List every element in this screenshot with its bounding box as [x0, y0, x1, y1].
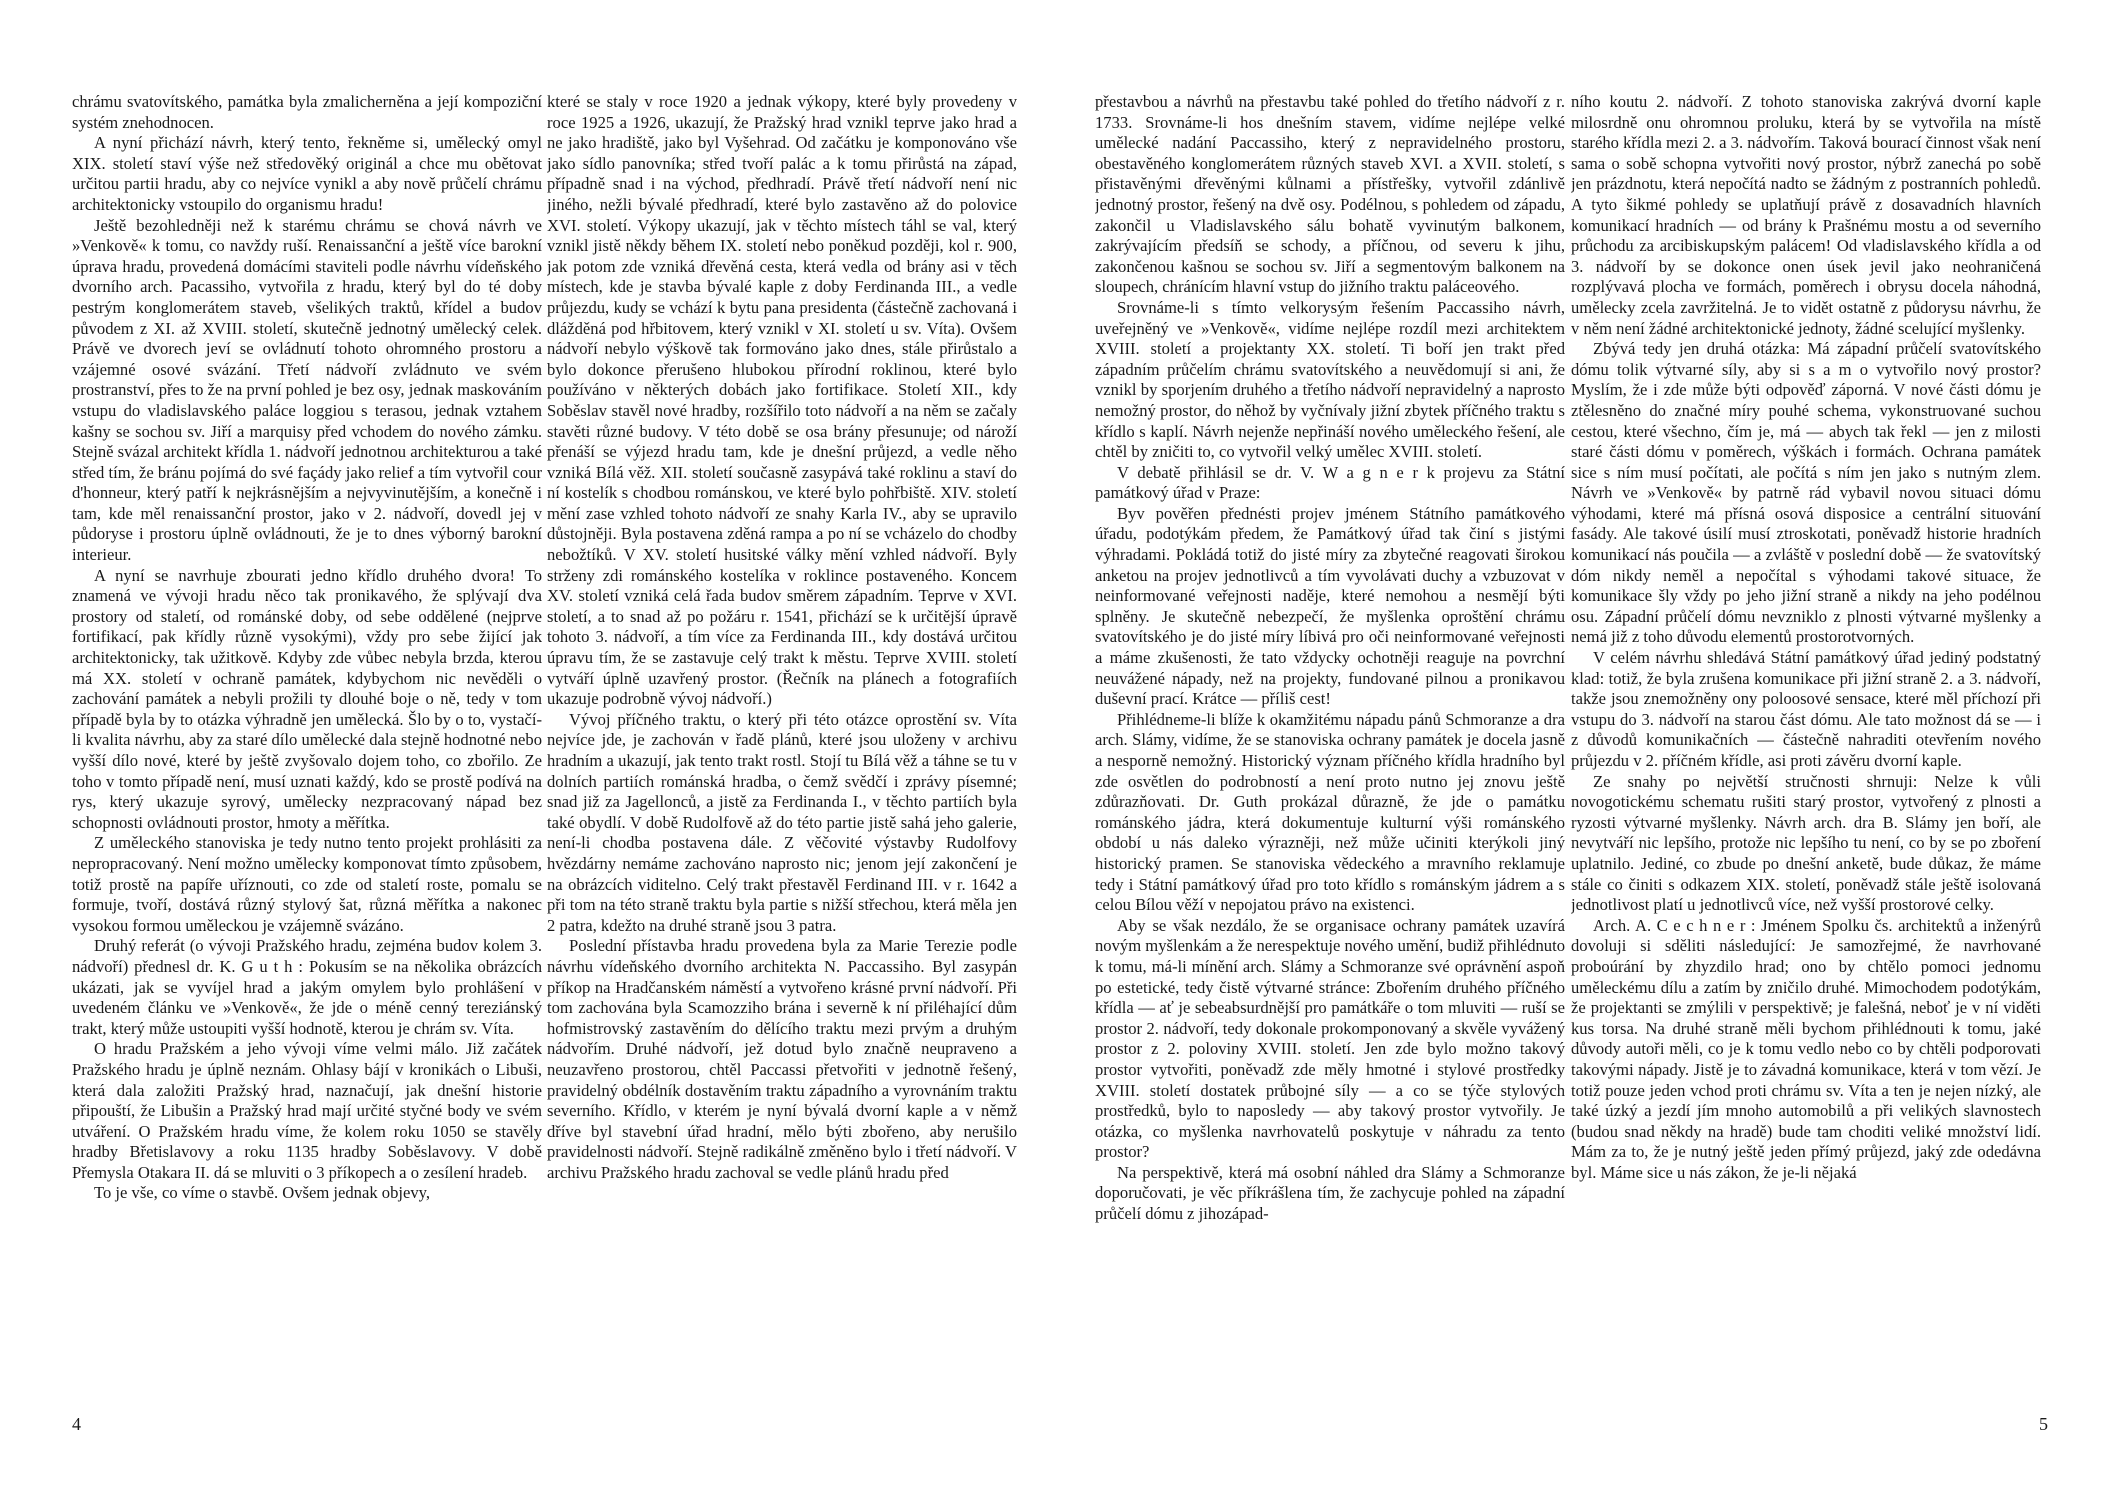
- paragraph: ního koutu 2. nádvoří. Z tohoto stanoviska zakrývá dvorní kaple milosrdně onu ohromnou proluku, která by se vytvořila na místě starého křídla mezi 2. a 3. nádvořím. Taková bourací činnost však není sama o sobě schopna vytvořiti nový prostor, nýbrž zanechá po sobě jen prázdnotu, která nepočítá nadto se žádným z postranních pohledů. A tyto šikmé pohledy se uplatňují právě z dosavadních hlavních komunikací hradních — od brány k Prašnému mostu a od severního průchodu za arcibiskupským palácem! Od vladislavského křídla a od 3. nádvoří by se dokonce onen úsek jevil jako neohraničená rozplývavá plocha ve formách, poměrech i obrysu docela náhodná, umělecky zcela zavržitelná. Je to vidět ostatně z půdorysu návrhu, že v něm není žádné architektonické jednoty, žádné scelující myšlenky.: [1571, 92, 2041, 338]
- paragraph: Na perspektivě, která má osobní náhled dra Slámy a Schmoranze doporučovati, je věc příkrášlena tím, že zachycuje pohled na západní průčelí dómu z jihozápad-: [1095, 1162, 1565, 1224]
- paragraph: Ze snahy po největší stručnosti shrnuji: Nelze k vůli novogotickému schematu rušiti starý prostor, vytvořený z plnosti a ryzosti výtvarné myšlenky. Návrh arch. dra B. Slámy jen boří, ale nevytváří nic lepšího, protože nic lepšího tu není, co by se po zboření uplatnilo. Jediné, co zbude po dnešní anketě, bude důkaz, že máme stále co činiti s odkazem XIX. století, poněvadž stále ještě isolovaná jednotlivost platí u jednotlivců více, než vyšší prostorové celky.: [1571, 771, 2041, 915]
- right-page-column-2: [1571, 92, 2041, 1370]
- paragraph: přestavbou a návrhů na přestavbu také pohled do třetího nádvoří z r. 1733. Srovnáme-li hos dnešním stavem, vidíme nejlépe velké umělecké nadání Paccassiho, který z nepravidelného prostoru, obestavěného konglomerátem různých staveb XVI. a XVII. století, s přistavěnými dřevěnými kůlnami a přístřešky, vytvořil zdánlivě jednotný prostor, řešený na dvě osy. Podélnou, s pohledem od západu, zakončil u Vladislavského sálu bohatě vyvinutým balkonem, zakrývajícím předsíň se schody, a příčnou, od severu k jihu, zakončenou kašnou se sochou sv. Jiří a segmentovým balkonem na sloupech, chránícím hlavní vstup do jižního traktu paláceového.: [1095, 92, 1565, 297]
- paragraph: O hradu Pražském a jeho vývoji víme velmi málo. Již začátek Pražského hradu je úplně neznám. Ohlasy bájí v kronikách o Libuši, která dala založiti Pražský hrad, naznačují, jak dnešní historie připouští, že Libušin a Pražský hrad mají určité styčné body ve svém utváření. O Pražském hradu víme, že kolem roku 1050 se stavěly hradby Břetislavovy a roku 1135 hradby Soběslavovy. V době Přemysla Otakara II. dá se mluviti o 3 příkopech a o zesílení hradeb.: [72, 1039, 542, 1182]
- paragraph: které se staly v roce 1920 a jednak výkopy, které byly provedeny v roce 1925 a 1926, ukazují, že Pražský hrad vznikl teprve jako hrad a ne jako hradiště, jako byl Vyšehrad. Od začátku je komponováno vše jako sídlo panovníka; střed tvoří palác a k tomu přirůstá na západ, případně snad i na východ, předhradí. Právě třetí nádvoří není nic jiného, nežli bývalé předhradí, které bylo zastavěno až do polovice XVI. století. Výkopy ukazují, jak v těchto místech táhl se val, který vznikl jistě někdy během IX. století nebo poněkud později, kol r. 900, jak potom zde vzniká dřevěná cesta, která vedla od brány asi v těch místech, kde je stavba bývalé kaple z doby Ferdinanda III., a vedle průjezdu, kudy se vchází k bytu pana presidenta (částečně zachovaná i dlážděná pod hřbitovem, který vznikl v XI. století u sv. Víta). Ovšem nádvoří nebylo výškově tak formováno jako dnes, stále přirůstalo a bylo dokonce přerušeno hlubokou přírodní roklinou, které bylo používáno v některých dobách jako fortifikace. Století XII., kdy Soběslav stavěl nové hradby, rozšířilo toto nádvoří a na něm se začaly stavěti různé budovy. V této době se osa brány přesunuje; od nároží přenáší se výjezd hradu tam, kde je dnešní průjezd, a vedle něho vzniká Bílá věž. XII. století současně zasypává také roklinu a staví do ní kostelík s chodbou románskou, ve které bylo pohřbiště. XIV. století mění zase vzhled tohoto nádvoří ze snahy Karla IV., aby se upravilo důstojněji. Byla postavena zděná rampa a po ní se vcházelo do chodby nebožtíků. V XV. století husitské války mění vzhled nádvoří. Byly strženy zdi románského kostelíka v roklince postaveného. Koncem XV. století vzniká celá řada budov směrem západním. Teprve v XVI. století, a to snad až po požáru r. 1541, přichází se k určitější úpravě tohoto 3. nádvoří, a tím více za Ferdinanda III., kdy dostává určitou úpravu tím, že se zastavuje celý trakt k městu. Teprve XVIII. století vytváří úplně uzavřený prostor. (Řečník na plánech a fotografiích ukazuje podrobně vývoj nádvoří.): [547, 92, 1017, 709]
- paragraph: Vývoj příčného traktu, o který při této otázce oprostění sv. Víta nejvíce jde, je zachován v řadě plánů, které jsou uloženy v archivu hradním a ukazují, jak tento trakt rostl. Stojí tu Bílá věž a táhne se tu v dolních partiích románská hradba, o čemž svědčí i zprávy písemné; snad již za Jagellonců, a jistě za Ferdinanda I., v těchto partiích byla také obydlí. V době Rudolfově až do této partie jistě sahá jeho galerie, není-li chodba postavena dále. Z věčovité výstavby Rudolfovy hvězdárny nemáme zachováno naprosto nic; jenom její zakončení je na obrázcích viditelno. Celý trakt přestavěl Ferdinand III. v r. 1642 a při tom na této straně traktu byla partie s nižší střechou, která měla jen 2 patra, kdežto na druhé straně jsou 3 patra.: [547, 709, 1017, 935]
- paragraph: Aby se však nezdálo, že se organisace ochrany památek uzavírá novým myšlenkám a že nerespektuje nového umění, budiž přihlédnuto k tomu, má-li mínění arch. Slámy a Schmoranze své oprávnění aspoň po estetické, tedy čistě výtvarné stránce: Zbořením druhého příčného křídla — ať je sebeabsurdnější pro památkáře o tom mluviti — ruší se prostor 2. nádvoří, tedy dokonale prokomponovaný a skvěle vyvážený prostor z 2. poloviny XVIII. století. Jen zde bylo možno takový prostor vytvořiti, poněvadž zde měly hmotné i stylové prostředky XVIII. století dostatek průbojné síly — a co se týče stylových prostředků, bylo to naposledy — aby takový prostor vytvořily. Je otázka, co myšlenka navrhovatelů poskytuje v náhradu za tento prostor?: [1095, 915, 1565, 1162]
- right-page: [1057, 0, 2114, 1500]
- paragraph: Přihlédneme-li blíže k okamžitému nápadu pánů Schmoranze a dra arch. Slámy, vidíme, že se stanoviska ochrany památek je docela jasně a nesporně nemožný. Historický význam příčného křídla hradního byl zde osvětlen do podrobností a není proto nutno jej znovu ještě zdůrazňovati. Dr. Guth prokázal důrazně, že jde o památku románského jádra, která dokumentuje kulturní výši románského období u nás daleko výrazněji, než může učiniti kterýkoli jiný historický pramen. Se stanoviska vědeckého a mravního reklamuje tedy i Státní památkový úřad pro toto křídlo s románským jádrem a s celou Bílou věží v nepojatou právo na existenci.: [1095, 709, 1565, 915]
- paragraph: Druhý referát (o vývoji Pražského hradu, zejména budov kolem 3. nádvoří) přednesl dr. K. G u t h : Pokusím se na několika obrázcích ukázati, jak se vyvíjel hrad a jakým omylem bylo prohlášení v uvedeném článku ve »Venkově«, že jde o méně cenný tereziánský trakt, který může ustoupiti vyšší hodnotě, kterou je chrám sv. Víta.: [72, 936, 542, 1038]
- paragraph: Zbývá tedy jen druhá otázka: Má západní průčelí svatovítského dómu tolik výtvarné síly, aby si s a m o vytvořilo nový prostor? Myslím, že i zde může býti odpověď záporná. V nové části dómu je ztělesněno do značné míry pouhé schema, vykonstruované suchou cestou, které všechno, čím je, má — abych tak řekl — jen z milosti staré části dómu v poměrech, výškách i formách. Ochrana památek sice s ním musí počítati, ale počítá s ním jen jako s nutným zlem. Návrh ve »Venkově« by patrně rád vybavil novou situaci dómu výhodami, které má přísná osová disposice a centrální situování fasády. Ale takové úsilí musí ztroskotati, poněvadž historie hradních komunikací nás poučila — a zvláště v poslední době — že svatovítský dóm nikdy neměl a nepočítal s výhodami takové situace, že komunikace šly vždy po jeho jižní straně a nikdy na jeho podélnou osu. Západní průčelí dómu nevzniklo z plnosti výtvarné myšlenky a nemá již z toho důvodu elementů prostorotvorných.: [1571, 339, 2041, 647]
- right-page-column-1: [1095, 92, 1565, 1370]
- paragraph: Ještě bezohledněji než k starému chrámu se chová návrh ve »Venkově« k tomu, co navždy ruší. Renaissanční a ještě více barokní úprava hradu, provedená domácími staviteli podle návrhu vídeňského dvorního arch. Pacassiho, vytvořila z hradu, který byl do té doby pestrým konglomerátem staveb, všelikých traktů, křídel a budov původem z XI. až XVIII. století, skutečně jednotný umělecký celek. Právě ve dvorech jeví se ovládnutí tohoto ohromného prostoru a vzájemné osové svázání. Třetí nádvoří zvládnuto ve svém prostranství, přes to že na první pohled je bez osy, jednak maskováním vstupu do vladislavského paláce loggiou s terasou, jednak vztahem kašny se sochou sv. Jiří a marquisy před vchodem do nového zámku. Stejně svázal architekt křídla 1. nádvoří jednotnou architekturou a také střed tím, že bránu pojímá do své façády jako relief a tím vytvořil cour d'honneur, který patří k nejkrásnějším a nejvyvinutějším, a konečně i tam, kde měl renaissanční prostor, jako v 2. nádvoří, dovedl jej v půdoryse i prostoru úplně ovládnouti, že je to dnes výborný barokní interieur.: [72, 215, 542, 565]
- paragraph: Byv pověřen přednésti projev jménem Státního památkového úřadu, podotýkám předem, že Památkový úřad tak činí s jistými výhradami. Pokládá totiž do jisté míry za zbytečné reagovati širokou anketou na projev jednotlivců a tím vyvolávati duchy a vzbuzovat v neinformované veřejnosti naděje, které nemohou a nesmějí býti splněny. Je skutečně nebezpečí, že myšlenka oproštění chrámu svatovítského je do jisté míry líbivá pro oči neinformované veřejnosti a máme zkušenosti, že tato vždycky ochotněji reaguje na povrchní neuvážené nápady, než na projekty, fundované pilnou a pronikavou duševní prací. Krátce — příliš cest!: [1095, 503, 1565, 709]
- page-number: 5: [2039, 1414, 2048, 1434]
- paragraph: Poslední přístavba hradu provedena byla za Marie Terezie podle návrhu vídeňského dvorního architekta N. Paccassiho. Byl zasypán příkop na Hradčanském náměstí a vytvořeno krásné první nádvoří. Při tom zachována byla Scamozziho brána i severně k ní přiléhající dům hofmistrovský zastavěním do dělícího traktu mezi prvým a druhým nádvořím. Druhé nádvoří, jež dotud bylo značně neupraveno a neuzavřeno prostorou, chtěl Paccassi přetvořiti v jednotně řešený, pravidelný obdélník dostavěním traktu západního a vyrovnáním traktu severního. Křídlo, v kterém je nyní bývalá dvorní kaple a v němž dříve byl stavební úřad hradní, mělo býti zbořeno, aby nerušilo pravidelnosti nádvoří. Stejně radikálně změněno bylo i třetí nádvoří. V archivu Pražského hradu zachoval se vedle plánů hradu před: [547, 936, 1017, 1182]
- paragraph: V debatě přihlásil se dr. V. W a g n e r k projevu za Státní památkový úřad v Praze:: [1095, 462, 1565, 503]
- paragraph: chrámu svatovítského, památka byla zmalicherněna a její kompoziční systém znehodnocen.: [72, 92, 542, 132]
- paragraph: A nyní přichází návrh, který tento, řekněme si, umělecký omyl XIX. století staví výše než středověký originál a chce mu obětovat určitou partii hradu, aby co nejvíce vynikl a aby nově průčelí chrámu architektonicky vstoupilo do organismu hradu!: [72, 133, 542, 214]
- paragraph: A nyní se navrhuje zbourati jedno křídlo druhého dvora! To znamená ve vývoji hradu něco tak pronikavého, že splývají dva prostory od staletí, od románské doby, od sebe oddělené (nejprve fortifikací, pak křídly různě vysokými), vždy pro sebe žijící jak architektonicky, tak užitkově. Kdyby zde vůbec nebyla brzda, kterou má XX. století v ochraně památek, kdybychom nic nevěděli o zachování památek a nebyli prožili ty dlouhé boje o ně, tedy v tom případě byla by to otázka výhradně jen umělecká. Šlo by o to, vystačí-li kvalita návrhu, aby za staré dílo umělecké dala stejně hodnotné nebo vyšší dílo nové, které by ještě zvyšovalo dojem toho, co zbořilo. Ze toho v tomto případě není, musí uznati každý, kdo se prostě podívá na rys, který ukazuje syrový, umělecky nezpracovaný nápad bez schopnosti ovládnouti prostor, hmoty a měřítka.: [72, 565, 542, 832]
- paragraph: Srovnáme-li s tímto velkorysým řešením Paccassiho návrh, uveřejněný ve »Venkově«, vidíme nejlépe rozdíl mezi architektem XVIII. století a projektanty XX. století. Ti boří jen trakt před západním průčelím chrámu svatovítského a neuvědomují si ani, že vznikl by sporjením druhého a třetího nádvoří nepravidelný a naprosto nemožný prostor, do něhož by vyčnívaly jižní zbytek příčného traktu s křídlo s kaplí. Návrh nejenže nepřináší nového uměleckého řešení, ale chtěl by zničiti to, co vytvořil velký umělec XVIII. století.: [1095, 297, 1565, 462]
- paragraph: Arch. A. C e c h n e r : Jménem Spolku čs. architektů a inženýrů dovoluji si sděliti následující: Je samozřejmé, že navrhované proboúrání by zhyzdilo hrad; ono by chtělo pomoci jednomu uměleckému dílu a zatím by zničilo druhé. Mimochodem podotýkám, že projektanti se zmýlili v perspektivě; je falešná, neboť je v ní viděti kus torsa. Na druhé straně měli bychom přihlédnouti k tomu, jaké důvody autoři měli, co je k tomu vedlo nebo co by chtěli podporovati takovými nápady. Jistě je to závadná komunikace, která v tom vězí. Je totiž pouze jeden vchod proti chrámu sv. Víta a ten je nejen nízký, ale také úzký a jezdí jím mnoho automobilů a při velikých slavnostech (budou snad někdy na hradě) bude tam choditi veliké množství lidí. Mám za to, že je nutný ještě jeden přímý průjezd, jaký zde odedávna byl. Máme sice u nás zákon, že je-li nějaká: [1571, 915, 2041, 1182]
- paragraph: V celém návrhu shledává Státní památkový úřad jediný podstatný klad: totiž, že byla zrušena komunikace při jižní straně 2. a 3. nádvoří, takže jsou znemožněny ony poloosové sensace, které měl příchozí při vstupu do 3. nádvoří na starou část dómu. Ale tato možnost dá se — i z důvodů komunikačních — částečně nahraditi otevřením nového průjezdu v 2. příčném křídle, asi proti závěru dvorní kaple.: [1571, 648, 2041, 770]
- page-number: 4: [72, 1414, 81, 1434]
- left-page-column-2: [547, 92, 1017, 1370]
- left-page-column-1: [72, 92, 542, 1370]
- paragraph: To je vše, co víme o stavbě. Ovšem jednak objevy,: [94, 1183, 431, 1203]
- paragraph: Z uměleckého stanoviska je tedy nutno tento projekt prohlásiti za nepropracovaný. Není možno umělecky komponovat tímto způsobem, totiž prostě na papíře uříznouti, co zde od staletí roste, pomalu se formuje, tvoří, dostává různý stylový šat, různá měřítka a nakonec vysokou formou uměleckou je vzájemně svázáno.: [72, 833, 542, 935]
